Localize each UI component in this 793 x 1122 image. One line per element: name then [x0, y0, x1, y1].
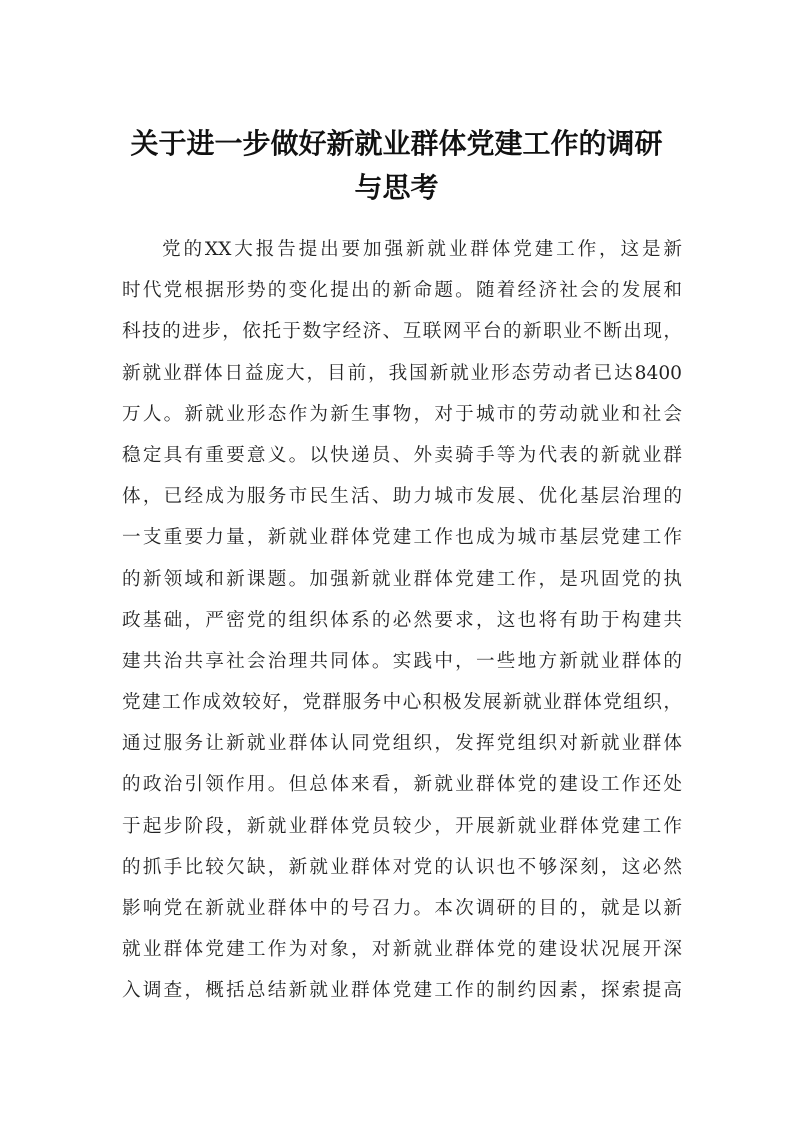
body-line: 就业群体党建工作为对象，对新就业群体党的建设状况展开深 [122, 939, 682, 961]
body-line: 的抓手比较欠缺，新就业群体对党的认识也不够深刻，这必然 [122, 856, 682, 878]
document-title-line-1: 关于进一步做好新就业群体党建工作的调研 [130, 127, 663, 160]
body-line: 科技的进步，依托于数字经济、互联网平台的新职业不断出现， [122, 321, 682, 343]
body-line: 一支重要力量，新就业群体党建工作也成为城市基层党建工作 [122, 527, 682, 549]
body-line: 党的XX大报告提出要加强新就业群体党建工作，这是新 [162, 239, 682, 260]
body-line: 入调查，概括总结新就业群体党建工作的制约因素，探索提高 [122, 980, 682, 1002]
body-line: 的新领域和新课题。加强新就业群体党建工作，是巩固党的执 [122, 568, 682, 590]
body-line: 政基础，严密党的组织体系的必然要求，这也将有助于构建共 [122, 609, 682, 631]
body-line: 通过服务让新就业群体认同党组织，发挥党组织对新就业群体 [122, 733, 682, 755]
body-line: 时代党根据形势的变化提出的新命题。随着经济社会的发展和 [122, 280, 682, 302]
body-line: 稳定具有重要意义。以快递员、外卖骑手等为代表的新就业群 [122, 444, 682, 466]
document-title-line-2: 与思考 [354, 171, 439, 204]
body-line: 影响党在新就业群体中的号召力。本次调研的目的，就是以新 [122, 898, 682, 919]
body-line: 万人。新就业形态作为新生事物，对于城市的劳动就业和社会 [122, 403, 682, 425]
body-line: 的政治引领作用。但总体来看，新就业群体党的建设工作还处 [122, 774, 682, 796]
body-line: 于起步阶段，新就业群体党员较少，开展新就业群体党建工作 [122, 815, 682, 837]
body-line: 新就业群体日益庞大，目前，我国新就业形态劳动者已达8400 [122, 362, 682, 384]
body-line: 建共治共享社会治理共同体。实践中，一些地方新就业群体的 [122, 650, 682, 672]
body-line: 党建工作成效较好，党群服务中心积极发展新就业群体党组织， [122, 692, 682, 714]
body-line: 体，已经成为服务市民生活、助力城市发展、优化基层治理的 [122, 486, 682, 508]
document-body [122, 229, 682, 1012]
